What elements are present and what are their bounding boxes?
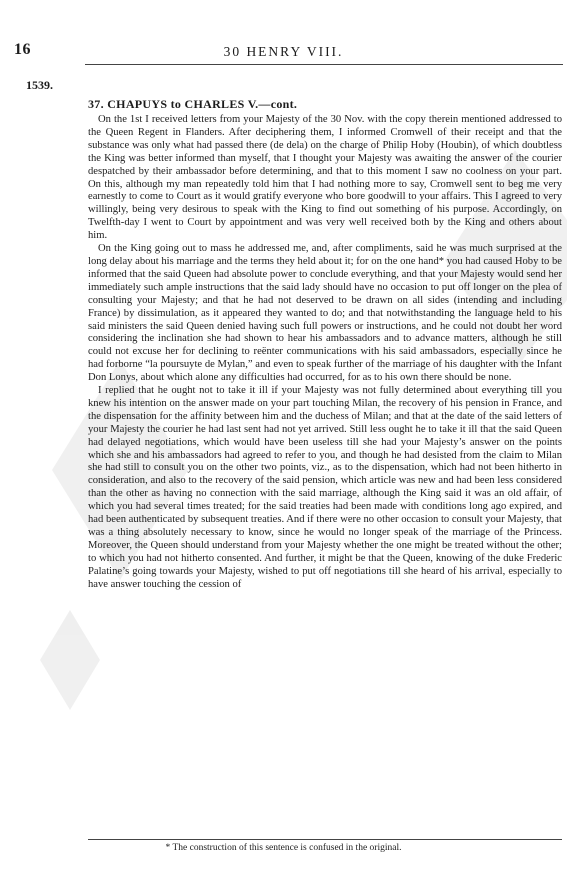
running-head: 30 HENRY VIII.	[223, 44, 344, 59]
entry-number: 37.	[88, 97, 104, 111]
entry-heading	[88, 97, 297, 112]
margin-year: 1539.	[26, 78, 53, 92]
footnote: * The construction of this sentence is confused in the original.	[165, 843, 402, 853]
page-number: 16	[14, 41, 31, 58]
paragraph: I replied that he ought not to take it ill if your Majesty was not fully determined about everything till you knew his intention on the answer made on your part touching Milan, the recovery of his pension in France, and the dispensation for the affinity between him and the duchess of Milan; and that at the date of the said letters of your Majesty the courier he had last sent had not yet arrived. Still less ought he to take it ill that the said Queen had delayed negotiations, which would have been useless till she had your Majesty’s answer on the points which she and his ambassadors had agreed to refer to you, and though he had desisted from the claim to Milan she had still to consult you on the other two points, viz., as to the dispensation, which had not been hitherto in consideration, and also to the recovery of the said pension, which article was new and had been less considered than the other as having no connection with the said marriage, although the King said it was an old affair, of which you had several times treated; for the said treaties had been made with conditions long ago expired, and had been authenticated by subsequent treaties. And if there were no other occasion to consult your Majesty, that was a thing absolutely necessary to know, since he would no longer speak of the marriage of the Princess. Moreover, the Queen should understand from your Majesty whether the one might be treated without the other; to which you had not hitherto consented. And further, it might be that the Queen, knowing of the duke Frederic Palatine’s going towards your Majesty, wished to put off negotiations till she heard of his arrival, especially to have answer touching the cession of	[88, 385, 562, 590]
footnote-rule	[88, 839, 562, 840]
header-rule	[85, 64, 563, 65]
paragraph: On the 1st I received letters from your Majesty of the 30 Nov. with the copy therein mentioned addressed to the Queen Regent in Flanders. After deciphering them, I informed Cromwell of their receipt and that the substance was only what had passed there (de dela) on the charge of Philip Hoby (Houbin), of which doubtless the King was better informed than myself, that I thought your Majesty was awaiting the answer of the courier despatched by their ambassador before determining, and that to this moment I saw no coolness on your part. On this, although my man repeatedly told him that I had nothing more to say, Cromwell sent to beg me very earnestly to come to Court as it would gratify everyone who bore goodwill to your affairs. This I agreed to very willingly, being very desirous to speak with the King to find out something of his purpose. Accordingly, on Twelfth-day I went to Court by appointment and was very well received both by the King and others about him.	[88, 114, 562, 242]
entry-title: CHAPUYS to CHARLES V.—cont.	[107, 97, 298, 111]
paragraph: On the King going out to mass he addressed me, and, after compliments, said he was much surprised at the long delay about his marriage and the terms they held about it; for on the one hand* you had caused Hoby to be informed that the said Queen had absolute power to conclude everything, and that your Majesty would send her immediately such ample instructions that the said lady should have no occasion to put off longer on the plea of consulting your Majesty; and that he had not deserved to be drawn on all sides (intending and including France) by dissimulation, as it appeared they wanted to do; and that notwithstanding the language held to his said ministers the said Queen denied having such full powers or instructions, and he could not doubt her word considering the inclination she had shown to hear his ambassadors and to advance matters, although he still could not excuse her for declining to reënter communications with his said ambassadors, especially since he had forborne “la poursuyte de Mylan,” and even to speak further of the marriage of his daughter with the Infant Don Lonys, about which alone any difficulties had occurred, for as to his own there should be none.	[88, 243, 562, 384]
letter-body	[88, 114, 562, 592]
